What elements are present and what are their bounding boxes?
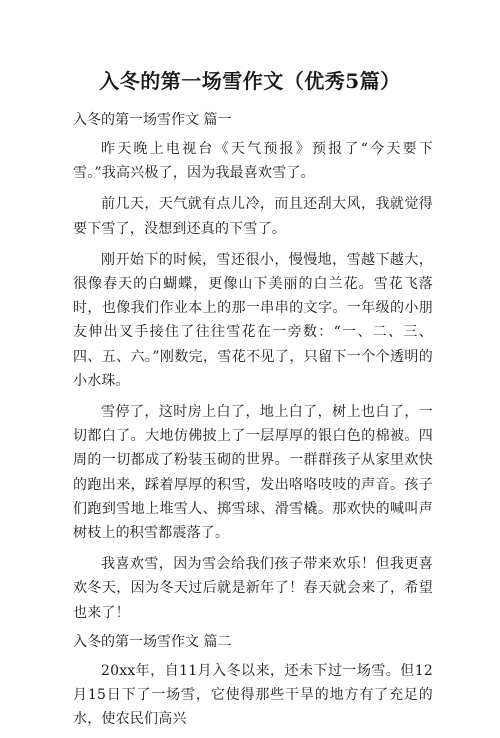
paragraph: 刚开始下的时候，雪还很小，慢慢地，雪越下越大，很像春天的白蝴蝶，更像山下美丽的白兰花。雪花飞落时，也像我们作业本上的那一串串的文字。一年级的小朋友伸出叉手接住了往往雪花在一旁数：“一、二、三、四、五、六。”刚数完，雪花不见了，只留下一个个透明的小水珠。: [73, 251, 433, 389]
document-title: 入冬的第一场雪作文（优秀5篇）: [99, 69, 401, 93]
paragraph: 前几天，天气就有点儿冷，而且还刮大风，我就觉得要下雪了，没想到还真的下雪了。: [73, 196, 433, 237]
paragraph: 20xx年，自11月入冬以来，还未下过一场雪。但12月15日下了一场雪，它使得那些干旱的地方有了充足的水，使农民们高兴: [73, 662, 433, 728]
section-heading-2: 入冬的第一场雪作文 篇二: [73, 633, 232, 650]
paragraph: 雪停了，这时房上白了，地上白了，树上也白了，一切都白了。大地仿佛披上了一层厚厚的银白色的棉被。四周的一切都成了粉装玉砌的世界。一群群孩子从家里欢快的跑出来，踩着厚厚的积雪，发出咯咯吱吱的声音。孩子们跑到雪地上堆雪人、掷雪球、滑雪橇。那欢快的喊叫声树枝上的积雪都震落了。: [73, 404, 433, 542]
paragraph: 我喜欢雪，因为雪会给我们孩子带来欢乐！但我更喜欢冬天，因为冬天过后就是新年了！春天就会来了，希望也来了！: [73, 556, 433, 621]
paragraph: 昨天晚上电视台《天气预报》预报了“今天要下雪。”我高兴极了，因为我最喜欢雪了。: [73, 141, 433, 182]
section-heading-1: 入冬的第一场雪作文 篇一: [73, 112, 232, 128]
document-body: [73, 110, 433, 738]
